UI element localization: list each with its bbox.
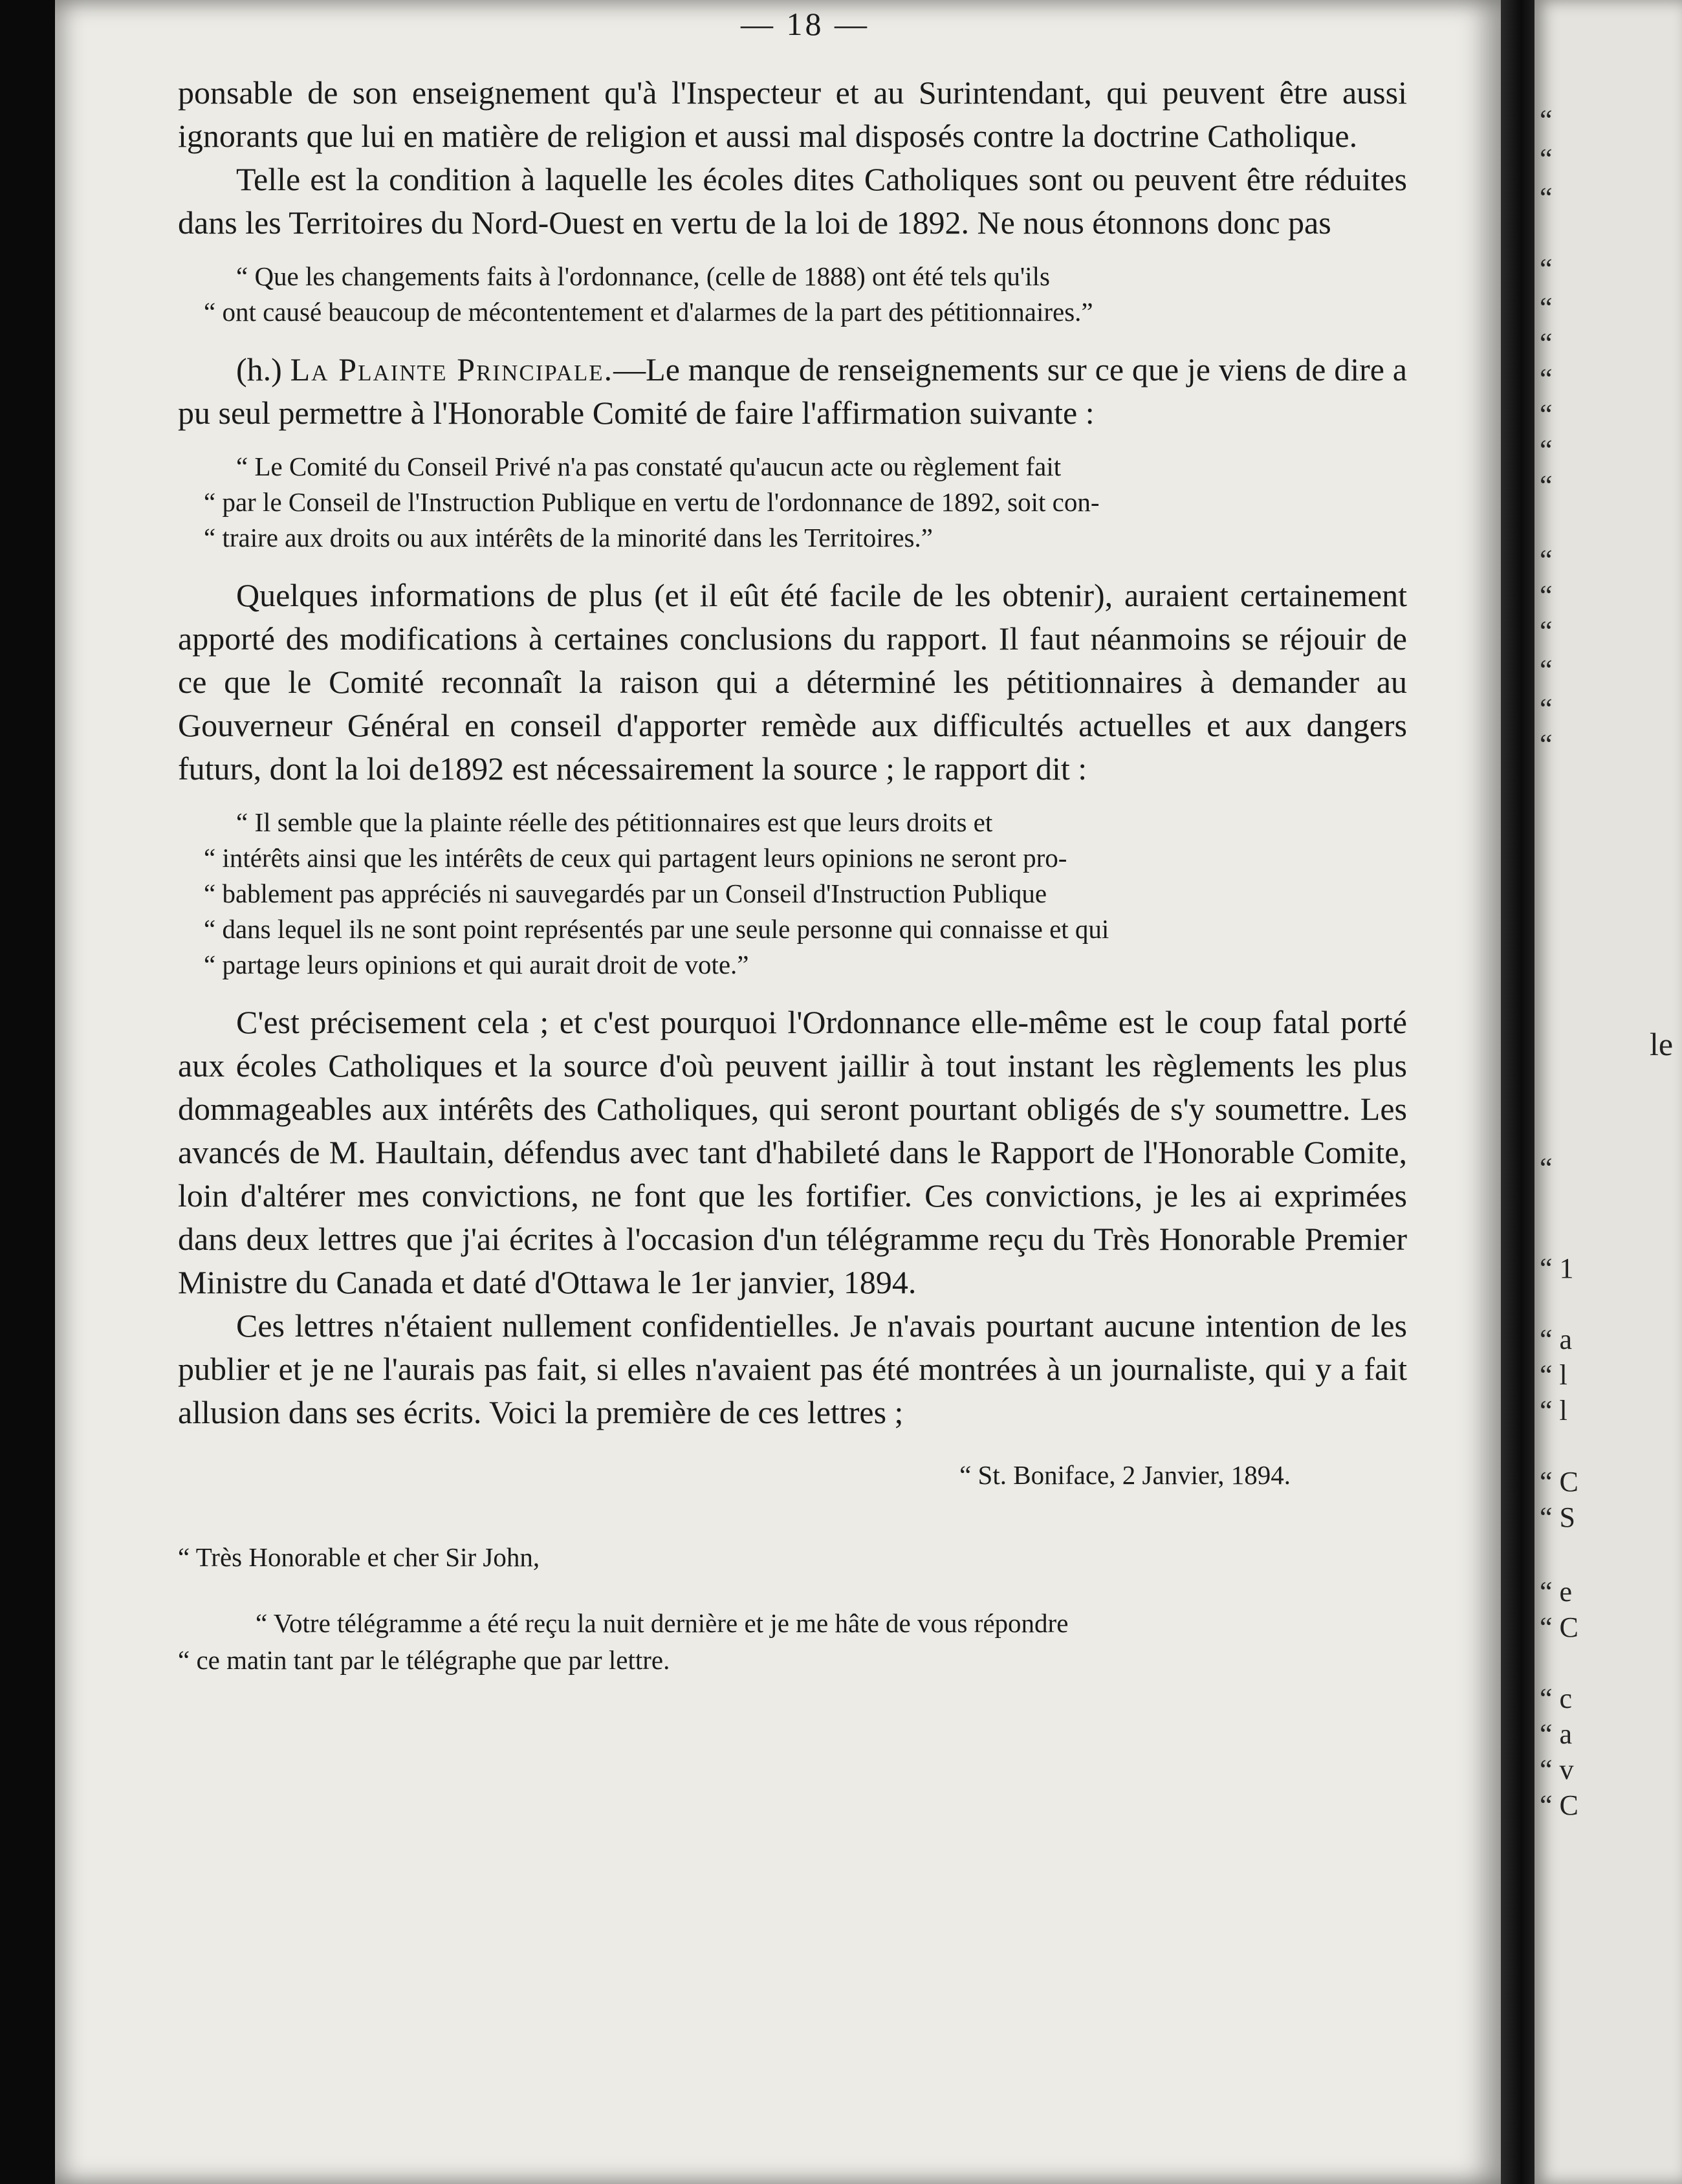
quote-line: “ Il semble que la plainte réelle des pétitionnaires est que leurs droits et <box>236 807 993 837</box>
quote-line: “ dans lequel ils ne sont point représentés par une seule personne qui connaisse et qui <box>204 914 1109 944</box>
facing-quote-mark: “ l <box>1540 1395 1567 1426</box>
quote-line: “ par le Conseil de l'Instruction Publique en vertu de l'ordonnance de 1892, soit con- <box>204 487 1100 517</box>
facing-quote-mark: “ <box>1540 615 1553 647</box>
facing-quote-mark: “ <box>1540 363 1553 395</box>
quote-line: “ bablement pas appréciés ni sauvegardés par un Conseil d'Instruction Publique <box>204 879 1047 908</box>
facing-quote-mark: “ <box>1540 292 1553 323</box>
letter-date: “ St. Boniface, 2 Janvier, 1894. <box>959 1460 1291 1490</box>
book-gutter <box>1501 0 1535 2184</box>
facing-quote-mark: “ <box>1540 143 1553 175</box>
facing-quote-mark: “ e <box>1540 1576 1573 1608</box>
facing-quote-mark: “ <box>1540 327 1553 359</box>
letter-line: “ ce matin tant par le télégraphe que par lettre. <box>178 1645 670 1675</box>
facing-quote-mark: “ <box>1540 693 1553 725</box>
facing-quote-mark: “ <box>1540 253 1553 285</box>
facing-word: le <box>1650 1026 1674 1062</box>
book-page <box>55 0 1501 2184</box>
facing-quote-mark: “ S <box>1540 1502 1575 1533</box>
paragraph: C'est précisement cela ; et c'est pourquoi l'Ordonnance elle-même est le coup fatal porté aux écoles Catholiques et la source d'où peuvent jaillir à tout instant les règlements les plus dommageables aux intérêts des Catholiques, qui seront pourtant obligés de s'y soumettre. Les avancés de M. Haultain, défendus avec tant d'habileté dans le Rapport de l'Honorable Comite, loin d'altérer mes convictions, ne font que les fortifier. Ces convictions, je les ai exprimées dans deux lettres que j'ai écrites à l'occasion d'un télégramme reçu du Très Honorable Premier Ministre du Canada et daté d'Ottawa le 1er janvier, 1894. <box>178 1004 1407 1300</box>
facing-quote-mark: “ 1 <box>1540 1252 1574 1284</box>
quote-line: “ Que les changements faits à l'ordonnance, (celle de 1888) ont été tels qu'ils <box>236 261 1051 291</box>
facing-quote-mark: “ a <box>1540 1718 1573 1750</box>
facing-quote-mark: “ a <box>1540 1324 1573 1355</box>
facing-quote-mark: “ <box>1540 104 1553 136</box>
facing-quote-mark: “ <box>1540 182 1553 213</box>
paragraph: ponsable de son enseignement qu'à l'Inspecteur et au Surintendant, qui peuvent être aussi ignorants que lui en matière de religion et aussi mal disposés contre la doctrine Catholique. <box>178 74 1407 154</box>
page-body <box>178 71 1407 1679</box>
facing-quote-mark: “ l <box>1540 1359 1567 1391</box>
quote-line: “ ont causé beaucoup de mécontentement et d'alarmes de la part des pétitionnaires.” <box>204 297 1093 327</box>
paragraph: Ces lettres n'étaient nullement confidentielles. Je n'avais pourtant aucune intention de les publier et je ne l'aurais pas fait, si elles n'avaient pas été montrées à un journaliste, qui y a fait allusion dans ses écrits. Voici la première de ces lettres ; <box>178 1307 1407 1430</box>
facing-quote-mark: “ <box>1540 1152 1553 1184</box>
facing-quote-mark: “ C <box>1540 1789 1578 1821</box>
section-label: (h.) <box>236 351 290 388</box>
facing-quote-mark: “ C <box>1540 1466 1578 1498</box>
facing-quote-mark: “ c <box>1540 1683 1573 1714</box>
page-number: — 18 — <box>741 6 869 42</box>
facing-quote-mark: “ <box>1540 470 1553 501</box>
facing-quote-mark: “ <box>1540 544 1553 576</box>
facing-quote-mark: “ <box>1540 654 1553 686</box>
block-quote <box>178 805 1407 983</box>
paragraph: Quelques informations de plus (et il eût été facile de les obtenir), auraient certainement apporté des modifications à certaines conclusions du rapport. Il faut néanmoins se réjouir de ce que le Comité reconnaît la raison qui a déterminé les pétitionnaires à demander au Gouverneur Général en conseil d'apporter remède aux difficultés actuelles et aux dangers futurs, dont la loi de1892 est nécessairement la source ; le rapport dit : <box>178 577 1407 787</box>
facing-quote-mark: “ <box>1540 399 1553 430</box>
paragraph <box>178 348 1407 435</box>
paragraph: Telle est la condition à laquelle les écoles dites Catholiques sont ou peuvent être réduites dans les Territoires du Nord-Ouest en vertu de la loi de 1892. Ne nous étonnons donc pas <box>178 161 1407 241</box>
facing-quote-mark: “ v <box>1540 1754 1574 1785</box>
letter-body <box>178 1605 1407 1679</box>
facing-quote-mark: “ <box>1540 434 1553 466</box>
letter-salutation: “ Très Honorable et cher Sir John, <box>178 1542 540 1572</box>
facing-quote-mark: “ <box>1540 580 1553 611</box>
quote-line: “ intérêts ainsi que les intérêts de ceux qui partagent leurs opinions ne seront pro- <box>204 843 1067 873</box>
quote-line: “ partage leurs opinions et qui aurait droit de vote.” <box>204 950 749 979</box>
quote-line: “ Le Comité du Conseil Privé n'a pas constaté qu'aucun acte ou règlement fait <box>236 452 1062 481</box>
paragraph-text: —Le manque de renseignements sur ce que je viens de dire a pu seul permettre à l'Honorable Comité de faire l'affirmation suivante : <box>178 351 1407 431</box>
block-quote <box>178 259 1407 330</box>
block-quote <box>178 449 1407 556</box>
facing-quote-mark: “ <box>1540 728 1553 760</box>
letter-line: “ Votre télégramme a été reçu la nuit dernière et je me hâte de vous répondre <box>256 1608 1069 1638</box>
quote-line: “ traire aux droits ou aux intérêts de la minorité dans les Territoires.” <box>204 523 933 552</box>
facing-page-edge <box>1535 0 1682 2184</box>
section-heading: La Plainte Principale. <box>290 351 614 388</box>
facing-quote-mark: “ C <box>1540 1611 1578 1643</box>
